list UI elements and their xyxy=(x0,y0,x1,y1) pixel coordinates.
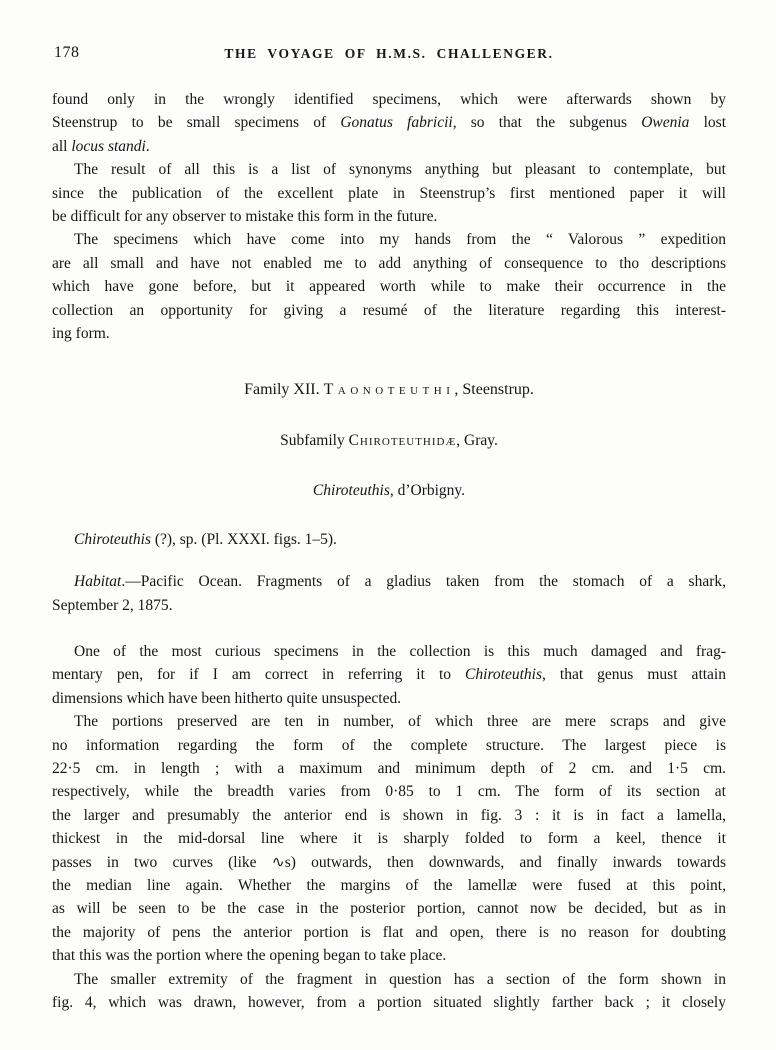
species-line xyxy=(52,528,726,551)
text-line: 22·5 cm. in length ; with a maximum and minimum depth of 2 cm. and 1·5 cm. xyxy=(52,759,726,777)
text-line: mentary pen, for if I am correct in referring it to Chiroteuthis, that genus must attain xyxy=(52,666,726,684)
text-line: the median line again. Whether the margins of the lamellæ were fused at this point, xyxy=(52,876,726,894)
text-line: all locus standi. xyxy=(52,137,150,155)
heading-genus xyxy=(52,479,726,502)
text-line: as will be seen to be the case in the posterior portion, cannot now be decided, but as in xyxy=(52,900,726,918)
text-line: the majority of pens the anterior portion is flat and open, there is no reason for doubting xyxy=(52,923,726,941)
paragraph-2 xyxy=(52,158,726,228)
text-line: fig. 4, which was drawn, however, from a portion situated slightly farther back ; it closely xyxy=(52,994,726,1011)
text-line: ing form. xyxy=(52,325,110,343)
text-line: September 2, 1875. xyxy=(52,596,173,614)
habitat-paragraph xyxy=(52,570,726,617)
text-line: The smaller extremity of the fragment in question has a section of the form shown in xyxy=(74,970,726,988)
paragraph-6 xyxy=(52,968,726,1015)
text-line: be difficult for any observer to mistake this form in the future. xyxy=(52,208,438,226)
heading-family xyxy=(52,378,726,401)
paragraph-4 xyxy=(52,640,726,710)
text-line: The result of all this is a list of synonyms anything but pleasant to contemplate, but xyxy=(74,161,726,179)
paragraph-1 xyxy=(52,88,726,158)
text-line: that this was the portion where the opening began to take place. xyxy=(52,947,447,965)
text-line: passes in two curves (like ∿ѕ) outwards, then downwards, and finally inwards towards xyxy=(52,853,726,871)
page-body xyxy=(52,88,726,1014)
paragraph-5 xyxy=(52,710,726,967)
page-number: 178 xyxy=(54,44,80,61)
heading-subfamily xyxy=(52,429,726,452)
text-line: are all small and have not enabled me to add anything of consequence to tho descriptions xyxy=(52,254,726,272)
text-line: collection an opportunity for giving a resumé of the literature regarding this interest- xyxy=(52,301,726,319)
text-line: no information regarding the form of the complete structure. The largest piece is xyxy=(52,736,726,754)
text-line: since the publication of the excellent plate in Steenstrup’s first mentioned paper it will xyxy=(52,184,726,202)
text-line: Chiroteuthis, d’Orbigny. xyxy=(312,482,466,500)
text-line: found only in the wrongly identified specimens, which were afterwards shown by xyxy=(52,91,726,108)
paragraph-3 xyxy=(52,228,726,345)
text-line: The portions preserved are ten in number, of which three are mere scraps and give xyxy=(74,713,726,731)
text-line: Chiroteuthis (?), sp. (Pl. XXXI. figs. 1–5). xyxy=(74,530,337,548)
text-line: Subfamily Chiroteuthidæ, Gray. xyxy=(280,431,498,449)
text-line: dimensions which have been hitherto quite unsuspected. xyxy=(52,689,402,707)
text-line: thickest in the mid-dorsal line where it is sharply folded to form a keel, thence it xyxy=(52,830,726,848)
text-line: respectively, while the breadth varies from 0·85 to 1 cm. The form of its section at xyxy=(52,783,726,801)
text-line: the larger and presumably the anterior end is shown in fig. 3 : it is in fact a lamella, xyxy=(52,806,726,824)
running-title: THE VOYAGE OF H.M.S. CHALLENGER. xyxy=(224,46,554,61)
text-line: which have gone before, but it appeared worth while to make their occurrence in the xyxy=(52,278,726,296)
page-header xyxy=(52,44,726,64)
text-line: Habitat.—Pacific Ocean. Fragments of a gladius taken from the stomach of a shark, xyxy=(74,573,726,591)
text-line: One of the most curious specimens in the collection is this much damaged and frag- xyxy=(74,642,726,660)
text-line: The specimens which have come into my hands from the “ Valorous ” expedition xyxy=(74,231,726,249)
text-line: Steenstrup to be small specimens of Gonatus fabricii, so that the subgenus Owenia lost xyxy=(52,114,727,132)
text-line: Family XII. Taonoteuthi, Steenstrup. xyxy=(244,381,534,399)
